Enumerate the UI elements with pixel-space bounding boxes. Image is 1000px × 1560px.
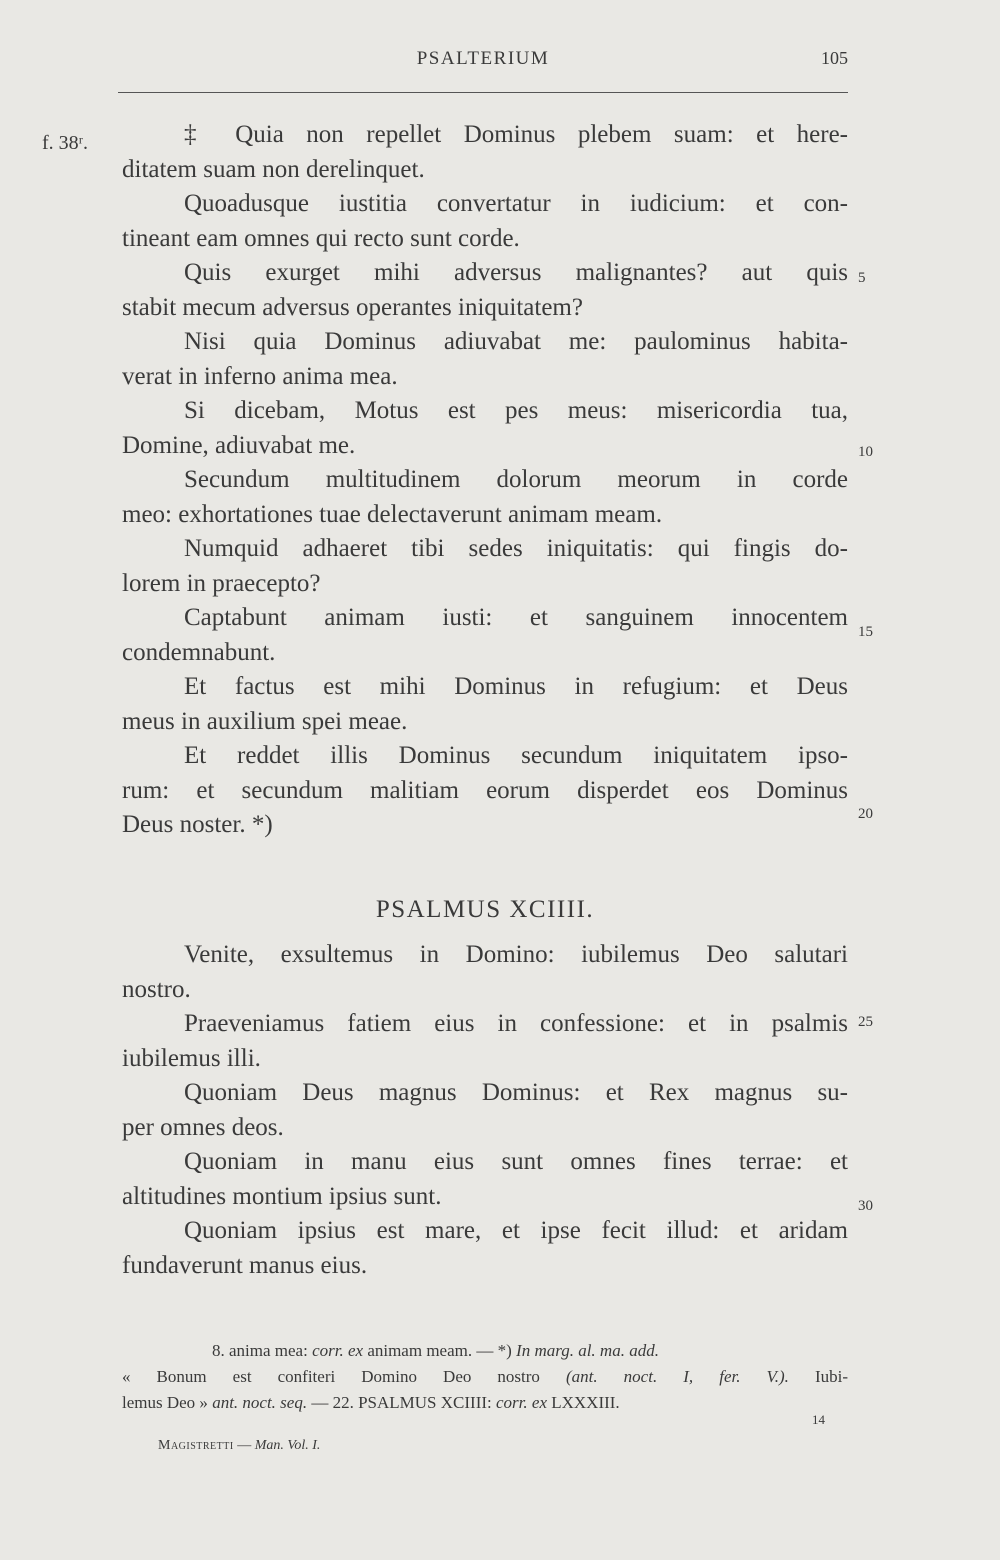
text-line: Secundum multitudinem dolorum meorum in corde	[184, 466, 848, 493]
text-line: stabit mecum adversus operantes iniquitatem?	[122, 293, 583, 321]
footnote-text: — 22. PSALMUS XCIIII:	[307, 1393, 496, 1412]
text-line: ditatem suam non derelinquet.	[122, 155, 425, 183]
text-line: Si dicebam, Motus est pes meus: misericordia tua,	[184, 397, 848, 424]
text-line: Venite, exsultemus in Domino: iubilemus Deo salutari	[184, 941, 848, 968]
footnotes	[122, 1338, 848, 1416]
text-line: Quoadusque iustitia convertatur in iudicium: et con-	[184, 190, 848, 217]
footnote-line	[122, 1338, 848, 1364]
line-number: 20	[858, 806, 873, 822]
text-line: verat in inferno anima mea.	[122, 362, 398, 390]
line-number: 15	[858, 624, 873, 640]
footnote-line	[122, 1364, 848, 1390]
page-header	[118, 48, 848, 78]
psalm-93-text	[122, 118, 848, 843]
footnote-italic: corr. ex	[496, 1393, 547, 1412]
footnote-text: lemus Deo »	[122, 1393, 213, 1412]
text-line: tineant eam omnes qui recto sunt corde.	[122, 224, 520, 252]
footnote-italic: In marg. al. ma. add.	[516, 1341, 659, 1360]
text-line: per omnes deos.	[122, 1113, 284, 1141]
text-line: Domine, adiuvabat me.	[122, 431, 356, 459]
text-line: Deus noster. *)	[122, 811, 273, 838]
text-line: Et factus est mihi Dominus in refugium: et Deus	[184, 673, 848, 700]
text-line: condemnabunt.	[122, 638, 276, 666]
page-number: 105	[821, 48, 848, 68]
footnote-italic: ant. noct. seq.	[212, 1393, 308, 1412]
psalm-94-text	[122, 938, 848, 1283]
footnote-italic: (ant. noct. I, fer. V.).	[565, 1367, 789, 1386]
text-line: meus in auxilium spei meae.	[122, 707, 408, 735]
text-line: iubilemus illi.	[122, 1044, 261, 1072]
footnote-text: 8. anima mea:	[212, 1341, 313, 1360]
signature-dash: —	[233, 1438, 255, 1453]
footnote-text: « Bonum est confiteri Domino Deo nostro	[122, 1367, 566, 1386]
text-line: Et reddet illis Dominus secundum iniquitatem ipso-	[184, 742, 848, 769]
sheet-number: 14	[812, 1412, 825, 1427]
line-number: 10	[858, 444, 873, 460]
text-line: meo: exhortationes tuae delectaverunt animam meam.	[122, 500, 663, 528]
line-number: 25	[858, 1014, 873, 1030]
footnote-italic: corr. ex	[312, 1341, 364, 1360]
footnote-text: Iubi-	[788, 1367, 848, 1386]
line-number: 5	[858, 270, 866, 286]
text-line: Nisi quia Dominus adiuvabat me: paulominus habita-	[184, 328, 848, 355]
text-line: ‡ Quia non repellet Dominus plebem suam: et here-	[184, 121, 848, 148]
line-number: 30	[858, 1198, 873, 1214]
text-line: rum: et secundum malitiam eorum disperdet eos Dominus	[122, 776, 848, 804]
header-rule	[118, 92, 848, 93]
text-line: Quoniam ipsius est mare, et ipse fecit illud: et aridam	[184, 1217, 848, 1244]
text-line: Praeveniamus fatiem eius in confessione: et in psalmis	[184, 1010, 848, 1037]
signature-author: Magistretti	[158, 1438, 234, 1453]
footnote-text: animam meam. — *)	[363, 1341, 517, 1360]
text-line: lorem in praecepto?	[122, 569, 321, 597]
text-line: Captabunt animam iusti: et sanguinem innocentem	[184, 604, 848, 631]
text-line: fundaverunt manus eius.	[122, 1251, 368, 1279]
running-title: PSALTERIUM	[416, 48, 550, 69]
text-line: Quoniam in manu eius sunt omnes fines terrae: et	[184, 1148, 848, 1175]
text-line: Numquid adhaeret tibi sedes iniquitatis: qui fingis do-	[184, 535, 848, 562]
signature-volume: Man. Vol. I.	[254, 1438, 321, 1453]
psalm-title: PSALMUS XCIIII.	[375, 896, 595, 923]
printer-signature	[158, 1438, 320, 1454]
text-line: altitudines montium ipsius sunt.	[122, 1182, 442, 1210]
text-line: Quis exurget mihi adversus malignantes? aut quis	[184, 259, 848, 286]
footnote-line	[122, 1390, 848, 1416]
text-line: Quoniam Deus magnus Dominus: et Rex magnus su-	[184, 1079, 848, 1106]
footnote-text: LXXXIII.	[546, 1393, 620, 1412]
margin-folio-reference: f. 38ʳ.	[42, 132, 89, 154]
text-line: nostro.	[122, 975, 191, 1003]
